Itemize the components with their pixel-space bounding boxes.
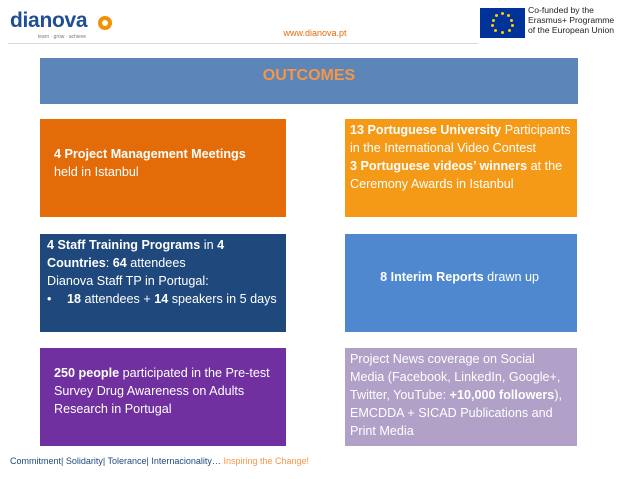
university-paragraph-2 [350, 157, 571, 193]
header-divider [8, 43, 478, 44]
eu-cofunding-text: Co-funded by the Erasmus+ Programme of the European Union [528, 5, 615, 35]
page-title: OUTCOMES [262, 67, 356, 84]
dianova-logo [8, 9, 116, 43]
logo-wordmark: dianova [10, 9, 88, 32]
training-in: in [200, 238, 218, 252]
training-colon: : [105, 256, 113, 270]
reports-rest: drawn up [483, 270, 539, 284]
outcome-box-meetings [40, 119, 286, 217]
list-item [47, 290, 280, 308]
outcome-box-survey [40, 348, 286, 446]
meetings-line1: 4 Project Management Meetings [54, 147, 246, 161]
training-country-count: 4 [217, 238, 225, 252]
outcome-box-training [40, 234, 286, 332]
university-paragraph-1 [350, 121, 571, 157]
logo-tagline: learn · grow · achieve [38, 34, 87, 40]
training-list [47, 290, 280, 308]
university-winners: 3 Portuguese videos’ winners [350, 159, 528, 173]
reports-count: 8 Interim Reports [380, 270, 484, 284]
footer-slogan [10, 456, 309, 466]
news-text-1: Project News coverage on Social Media (Facebook, LinkedIn, Google+, Twitter, YouTube: [350, 352, 561, 402]
training-pt-rest: speakers in 5 days [168, 292, 277, 306]
eu-flag-icon [480, 8, 525, 38]
training-attendee-count: 64 [112, 256, 127, 270]
training-countries: Countries [47, 256, 106, 270]
footer-values: Commitment| Solidarity| Tolerance| Internacionality… [10, 456, 224, 466]
outcome-box-university [345, 119, 577, 217]
reports-text [380, 268, 571, 286]
meetings-line2: held in Istanbul [54, 165, 139, 179]
training-pt-attendees: 18 [67, 292, 82, 306]
logo-dot-icon [98, 16, 112, 30]
title-bar [40, 58, 578, 104]
survey-count: 250 people [54, 366, 120, 380]
university-count: 13 Portuguese University [350, 123, 502, 137]
training-pt-mid: attendees + [81, 292, 155, 306]
survey-rest: participated in the Pre-test Survey Drug Awareness on Adults Research in Portugal [54, 366, 270, 416]
site-url-link[interactable]: www.dianova.pt [283, 28, 347, 38]
university-contest: Participants in the International Video Contest [350, 123, 571, 155]
news-followers: +10,000 followers [449, 388, 555, 402]
outcome-box-reports [345, 234, 577, 332]
footer-highlight: Inspiring the Change! [223, 456, 309, 466]
training-attendees: attendees [126, 256, 186, 270]
training-summary [47, 236, 280, 272]
meetings-text [54, 145, 272, 181]
training-portugal: Dianova Staff TP in Portugal: [47, 274, 209, 288]
university-ceremony: at the Ceremony Awards in Istanbul [350, 159, 563, 191]
eu-cofunding-badge [480, 4, 636, 44]
training-programs: 4 Staff Training Programs [47, 238, 201, 252]
training-pt-speakers: 14 [154, 292, 169, 306]
news-text-2: ), EMCDDA + SICAD Publications and Print Media [350, 388, 563, 438]
outcome-box-news [345, 348, 577, 446]
